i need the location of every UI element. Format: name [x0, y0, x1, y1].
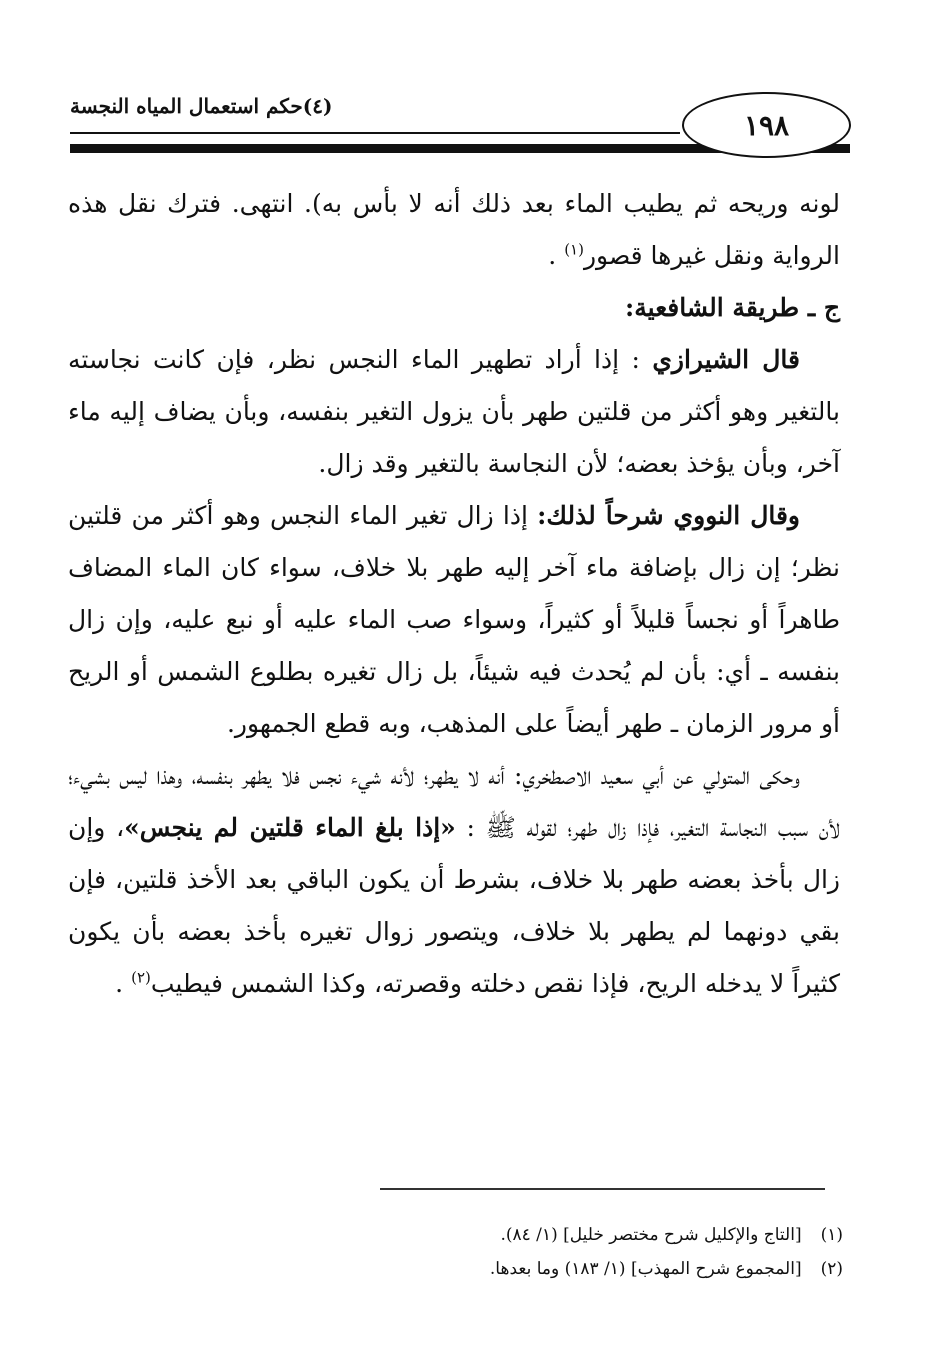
footnote-separator: [380, 1188, 825, 1190]
paragraph-4: [68, 750, 840, 1010]
paragraph-1: [68, 178, 840, 282]
paragraph-4-end: .: [115, 969, 132, 998]
paragraph-3-text: إذا زال تغير الماء النجس وهو أكثر من قلتين نظر؛ إن زال بإضافة ماء آخر إليه طهر بلا خلاف، سواء كان الماء المضاف طاهراً أو نجساً قليلاً أو كثيراً، وسواء صب الماء عليه أو نبع عليه، وإن زال بنفسه ـ أي: بأن لم يُحدث فيه شيئاً، بل زال تغيره بطلوع الشمس أو الريح أو مرور الزمان ـ طهر أيضاً على المذهب، وبه قطع الجمهور.: [68, 501, 840, 738]
footnote-1: [68, 1218, 843, 1252]
page-header: [70, 82, 850, 157]
paragraph-1-end: .: [548, 241, 565, 270]
paragraph-4-text-a: وحكى المتولي عن أبي سعيد الاصطخري: أنه لا يطهر؛ لأنه شيء نجس فلا يطهر بنفسه، وهذا ليس بشيء؛ لأن سبب النجاسة التغير، فإذا زال طهر؛ لقوله ﷺ :: [68, 761, 840, 842]
paragraph-2-lead: قال الشيرازي: [652, 345, 800, 374]
footnote-ref-1: (١): [564, 240, 584, 259]
page-number: ١٩٨: [743, 108, 790, 142]
header-thin-rule: [70, 132, 680, 134]
paragraph-2: [68, 334, 840, 490]
paragraph-1-text: لونه وريحه ثم يطيب الماء بعد ذلك أنه لا بأس به). انتهى. فترك نقل هذه الرواية ونقل غيرها قصور: [68, 189, 840, 270]
running-title: (٤)حكم استعمال المياه النجسة: [70, 94, 333, 118]
paragraph-3: [68, 490, 840, 750]
footnote-1-number: (١): [820, 1225, 843, 1245]
footnote-2: [68, 1252, 843, 1286]
footnotes: [68, 1218, 843, 1286]
section-heading: ج ـ طريقة الشافعية:: [625, 293, 840, 322]
hadith-quote: «إذا بلغ الماء قلتين لم ينجس»: [124, 813, 456, 842]
footnote-ref-2: (٢): [131, 968, 151, 987]
paragraph-4-text-b: ، وإن زال بأخذ بعضه طهر بلا خلاف، بشرط أن يكون الباقي بعد الأخذ قلتين، فإن بقي دونهما لم يطهر بلا خلاف، ويتصور زوال تغيره بأخذ بعضه بأن يكون كثيراً لا يدخله الريح، فإذا نقص دخلته وقصرته، وكذا الشمس فيطيب: [68, 813, 840, 998]
footnote-1-text: [التاج والإكليل شرح مختصر خليل] (١/ ٨٤).: [500, 1225, 802, 1245]
footnote-2-number: (٢): [820, 1259, 843, 1279]
main-text: [68, 178, 840, 1010]
paragraph-2-text: : إذا أراد تطهير الماء النجس نظر، فإن كانت نجاسته بالتغير وهو أكثر من قلتين طهر بأن يزول التغير بنفسه، وبأن يضاف إليه ماء آخر، وبأن يؤخذ بعضه؛ لأن النجاسة بالتغير وقد زال.: [68, 345, 840, 478]
paragraph-3-lead: وقال النووي شرحاً لذلك:: [537, 501, 800, 530]
page-number-badge: [682, 92, 851, 158]
footnote-2-text: [المجموع شرح المهذب] (١/ ١٨٣) وما بعدها.: [489, 1259, 802, 1279]
